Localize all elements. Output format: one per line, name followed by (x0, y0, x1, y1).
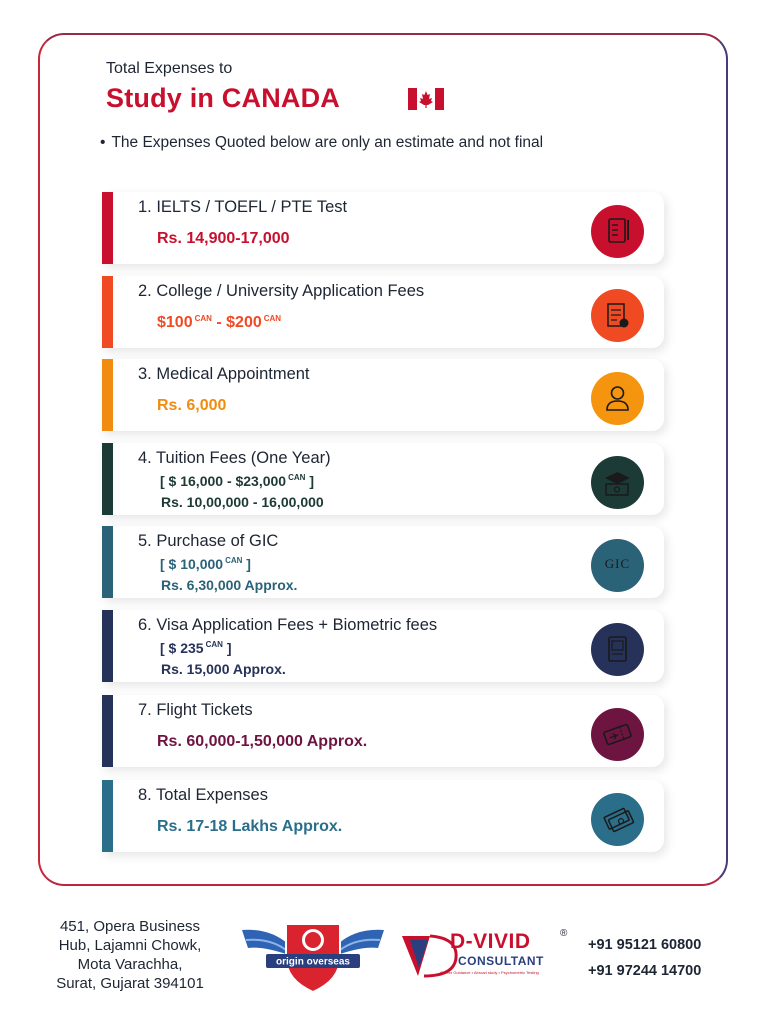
test-clipboard-icon (591, 205, 644, 258)
estimate-note (100, 134, 543, 152)
expense-value (157, 314, 281, 332)
card-accent-bar (102, 695, 113, 767)
expense-value: Rs. 6,000 (157, 397, 227, 414)
logo1-text: origin overseas (276, 956, 350, 968)
expense-value: Rs. 60,000-1,50,000 Approx. (157, 733, 368, 750)
money-stack-icon (591, 793, 644, 846)
cad-amount: [ $ 10,000 (160, 556, 224, 572)
expense-cad-range (160, 473, 314, 489)
currency-tag: CAN (225, 556, 243, 565)
logo2-name: D-VIVID (450, 930, 531, 953)
logo2-sub: CONSULTANT (458, 954, 544, 968)
range-separator: - (211, 314, 227, 331)
expense-inr-amount: Rs. 6,30,000 Approx. (161, 577, 298, 593)
fee-receipt-icon (591, 289, 644, 342)
expense-card-gic (102, 526, 664, 598)
logo2-registered: ® (560, 928, 568, 939)
page-title: Study in CANADA (106, 83, 340, 113)
gic-icon-text: GIC (604, 556, 631, 571)
expense-inr-range: Rs. 10,00,000 - 16,00,000 (161, 494, 324, 510)
card-accent-bar (102, 610, 113, 682)
address-line: Hub, Lajamni Chowk, (58, 937, 202, 954)
currency-tag: CAN (205, 640, 223, 649)
phone-number[interactable]: +91 95121 60800 (588, 937, 702, 953)
bracket-close: ] (242, 556, 251, 572)
header-subtitle: Total Expenses to (106, 60, 233, 77)
canada-flag-icon (408, 88, 444, 110)
expense-card-ielts (102, 192, 664, 264)
card-accent-bar (102, 359, 113, 431)
address-line: 451, Opera Business (59, 918, 201, 935)
expense-value: Rs. 14,900-17,000 (157, 230, 290, 247)
expense-card-application-fees (102, 276, 664, 348)
bracket-close: ] (222, 640, 232, 656)
address-line: Mota Varachha, (77, 956, 183, 973)
card-accent-bar (102, 780, 113, 852)
expense-cad-amount (160, 556, 251, 572)
card-accent-bar (102, 443, 113, 515)
bracket-close: ] (305, 473, 315, 489)
expense-label: 2. College / University Application Fees (138, 282, 425, 300)
expense-label: 3. Medical Appointment (138, 365, 310, 383)
expense-card-flight (102, 695, 664, 767)
card-accent-bar (102, 276, 113, 348)
logo2-tagline: Career Guidance • Abroad study • Psychometric Testing (440, 970, 539, 975)
doctor-icon (591, 372, 644, 425)
expense-value: Rs. 17-18 Lakhs Approx. (157, 818, 343, 835)
passport-icon (591, 623, 644, 676)
currency-tag: CAN (194, 314, 212, 323)
expense-inr-amount: Rs. 15,000 Approx. (161, 661, 286, 677)
currency-tag: CAN (288, 473, 306, 482)
flight-ticket-icon (591, 708, 644, 761)
expense-card-total (102, 780, 664, 852)
address-line: Surat, Gujarat 394101 (56, 975, 204, 992)
expense-label: 6. Visa Application Fees + Biometric fees (138, 616, 438, 634)
expense-label: 8. Total Expenses (138, 786, 268, 804)
card-accent-bar (102, 192, 113, 264)
expense-label: 4. Tuition Fees (One Year) (138, 449, 331, 467)
expense-label: 1. IELTS / TOEFL / PTE Test (138, 198, 348, 216)
fee-to: $200 (226, 314, 262, 331)
d-vivid-logo (400, 928, 575, 982)
expense-card-visa (102, 610, 664, 682)
phone-number[interactable]: +91 97244 14700 (588, 963, 702, 979)
fee-from: $100 (157, 314, 193, 331)
graduation-money-icon (591, 456, 644, 509)
expense-label: 5. Purchase of GIC (138, 532, 279, 550)
gic-icon (591, 539, 644, 592)
expense-card-medical (102, 359, 664, 431)
footer-address (38, 917, 222, 993)
card-accent-bar (102, 526, 113, 598)
origin-overseas-logo (240, 918, 386, 994)
expense-label: 7. Flight Tickets (138, 701, 253, 719)
note-text: The Expenses Quoted below are only an estimate and not final (111, 134, 544, 151)
currency-tag: CAN (263, 314, 282, 323)
cad-amount: [ $ 235 (160, 640, 204, 656)
expense-cad-amount (160, 640, 232, 656)
expense-card-tuition (102, 443, 664, 515)
cad-amount: [ $ 16,000 - $23,000 (160, 473, 287, 489)
note-bullet: • (100, 134, 106, 151)
